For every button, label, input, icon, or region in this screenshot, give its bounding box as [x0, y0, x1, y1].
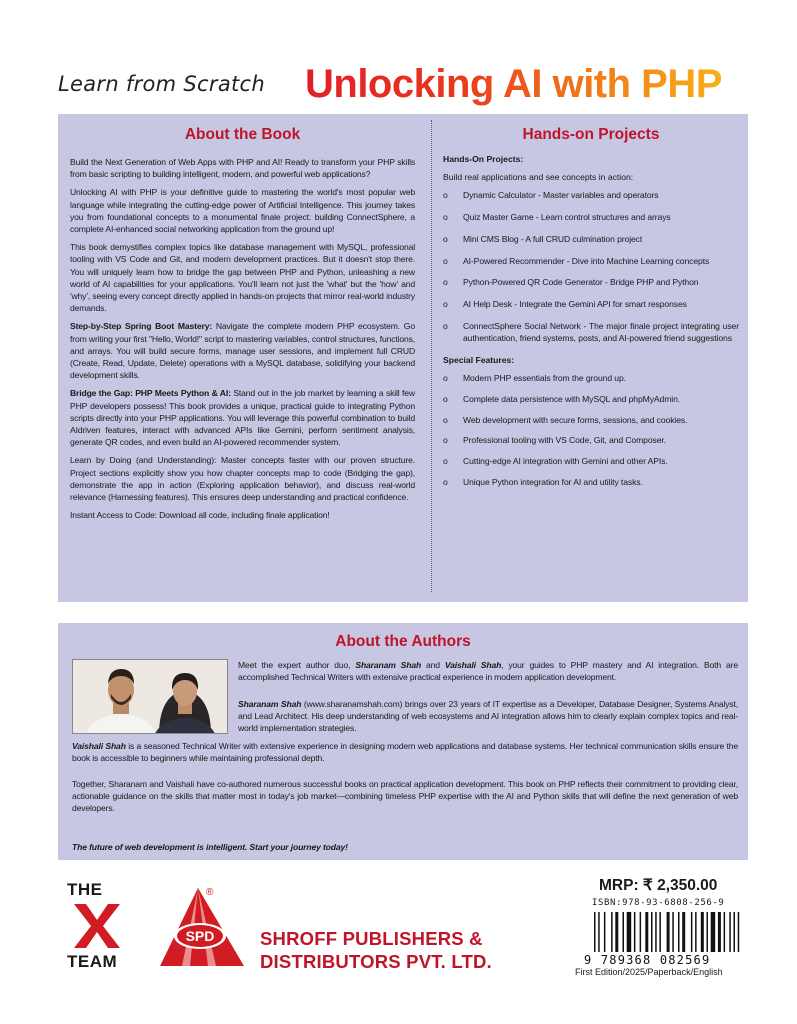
intro-text-c: , your guides to PHP mastery and AI integration. Both are accomplished Technical Writers with extensive practical experience in modern application development.: [238, 660, 738, 683]
barcode-bar: [594, 912, 596, 952]
barcode-bar: [691, 912, 693, 952]
list-item-text: Modern PHP essentials from the ground up.: [463, 372, 626, 383]
barcode-bar: [604, 912, 606, 952]
barcode-bar: [645, 912, 648, 952]
publisher-name: [260, 927, 492, 973]
list-item-text: Dynamic Calculator - Master variables and operators: [463, 190, 659, 200]
projects-heading: Hands-On Projects:: [443, 154, 524, 164]
barcode-bar: [738, 912, 740, 952]
spd-logo: [156, 884, 250, 970]
list-item-text: Python-Powered QR Code Generator - Bridge PHP and Python: [463, 277, 699, 288]
list-item-text: Unique Python integration for AI and utility tasks.: [463, 477, 643, 488]
list-item: [443, 456, 739, 468]
list-item-text: ConnectSphere Social Network - The major finale project integrating user authentication, friend systems, posts, and AI-powered friend suggestions: [463, 321, 739, 344]
list-item-text: AI Help Desk - Integrate the Gemini API for smart responses: [463, 299, 687, 310]
barcode-bar: [659, 912, 661, 952]
barcode-bars: [594, 912, 739, 952]
list-item: [443, 299, 739, 311]
list-item-text: Mini CMS Blog - A full CRUD culmination project: [463, 233, 643, 244]
authors-title: About the Authors: [335, 633, 471, 650]
x-team-bottom-text: TEAM: [67, 952, 118, 971]
bullet: o: [443, 477, 448, 488]
projects-list: [443, 190, 739, 345]
spd-logo-text: SPD: [185, 928, 215, 944]
about-book-p1: Build the Next Generation of Web Apps with PHP and AI! Ready to transform your PHP skills from basic scripting to building intelligent, modern, and powerful web applications?: [70, 157, 415, 180]
registered-mark: ®: [206, 887, 214, 898]
about-book-column: [70, 114, 415, 527]
authors-photo-illustration: [73, 660, 228, 734]
barcode-bar: [623, 912, 625, 952]
list-item: [443, 435, 739, 447]
bullet: o: [443, 372, 448, 383]
bullet: o: [443, 299, 448, 310]
barcode-bar: [640, 912, 642, 952]
x-team-logo: [63, 880, 131, 970]
barcode-bar: [672, 912, 674, 952]
barcode-bar: [615, 912, 618, 952]
barcode-bar: [634, 912, 636, 952]
projects-title: Hands-on Projects: [522, 126, 660, 143]
list-item: [443, 477, 739, 489]
list-item-text: Quiz Master Game - Learn control structures and arrays: [463, 211, 671, 222]
list-item-text: Web development with secure forms, sessions, and cookies.: [463, 414, 688, 425]
list-item-text: Complete data persistence with MySQL and phpMyAdmin.: [463, 393, 681, 404]
p5-body: Stand out in the job market by learning a skill few PHP developers possess! This book provides a unique, practical guide to integrating Python scripts directly into your PHP applications. You will leverage this powerful combination to build AIdriven features, interact with advanced APIs like Gemini, perform sentiment analysis, generate QR codes, and even build an AI-powered recommender system.: [70, 388, 415, 448]
bullet: o: [443, 255, 448, 266]
features-heading: Special Features:: [443, 354, 515, 365]
barcode-bar: [678, 912, 680, 952]
barcode-bar: [707, 912, 709, 952]
author-name-2: Vaishali Shah: [444, 660, 502, 670]
list-item: [443, 277, 739, 289]
list-item: [443, 415, 739, 427]
barcode-bar: [695, 912, 697, 952]
list-item: [443, 256, 739, 268]
authors-together: Together, Sharanam and Vaishali have co-authored numerous successful books on practical application development. This book on PHP reflects their commitment to providing clear, actionable guidance on the skills that matter most in today's job market—combining timeless PHP expertise with the AI and Python skills that will define the next generation of web developers.: [72, 779, 738, 814]
list-item: [443, 321, 739, 345]
barcode-bar: [701, 912, 704, 952]
barcode-bar: [711, 912, 716, 952]
list-item: [443, 394, 739, 406]
author-name-2: Vaishali Shah: [72, 741, 126, 751]
bullet: o: [443, 456, 448, 467]
about-book-p3: This book demystifies complex topics like database management with MySQL, professional tooling with VS Code and Git, and modern development practices. But it doesn't stop there. You will uniquely learn how to bridge the gap between PHP and Python, unleashing a new world of AI capabilities for your applications. You'll learn not just the 'what' but the 'how' and 'why', seeing every concept directly applied in hands-on projects that mirror real-world industry demands.: [70, 242, 415, 314]
barcode-bar: [667, 912, 670, 952]
p5-heading: Bridge the Gap: PHP Meets Python & AI:: [70, 388, 231, 399]
barcode-bar: [598, 912, 600, 952]
list-item: [443, 234, 739, 246]
projects-column: [443, 114, 739, 498]
isbn-text: ISBN:978-93-6808-256-9: [592, 898, 725, 908]
bio-text: (www.sharanamshah.com) brings over 23 years of IT expertise as a Developer, Database Designer, Systems Analyst, and Lead Architect. His deep understanding of web ecosystems and AI integration allows him to clearly explain complex topics and real-world implementation strategies.: [238, 699, 738, 734]
barcode-bar: [724, 912, 726, 952]
authors-photo: [72, 659, 228, 734]
list-item-text: Professional tooling with VS Code, Git, and Composer.: [463, 435, 666, 446]
author-name-1: Sharanam Shah: [355, 660, 422, 670]
barcode-bar: [734, 912, 736, 952]
about-book-p7: Instant Access to Code: Download all code, including finale application!: [70, 510, 330, 521]
list-item: [443, 212, 739, 224]
author-bio-vaishali: [72, 740, 738, 764]
cover-header: [58, 62, 748, 110]
mrp-price: MRP: ₹ 2,350.00: [599, 877, 718, 894]
bullet: o: [443, 393, 448, 404]
barcode-digits: 9 789368 082569: [584, 953, 711, 967]
x-team-top-text: THE: [67, 880, 103, 899]
authors-intro: [238, 659, 738, 683]
bullet: o: [443, 414, 448, 425]
bio-text: is a seasoned Technical Writer with extensive experience in designing modern web applications and database systems. Her technical communication skills ensure the book is accessible to beginners while maintaining professional depth.: [72, 741, 738, 764]
barcode-bar: [651, 912, 653, 952]
intro-text-a: Meet the expert author duo,: [238, 660, 356, 670]
barcode-bar: [655, 912, 657, 952]
barcode-bar: [729, 912, 731, 952]
x-team-x-icon: [72, 902, 122, 950]
publisher-line-1: SHROFF PUBLISHERS &: [260, 928, 483, 949]
list-item-text: AI-Powered Recommender - Dive into Machine Learning concepts: [463, 255, 710, 266]
bullet: o: [443, 435, 448, 446]
barcode: [580, 908, 760, 968]
barcode-bar: [611, 912, 613, 952]
bullet: o: [443, 211, 448, 222]
bullet: o: [443, 233, 448, 244]
barcode-bar: [627, 912, 632, 952]
intro-text-b: and: [421, 660, 445, 670]
authors-closing: The future of web development is intelligent. Start your journey today!: [72, 842, 348, 852]
bullet: o: [443, 190, 448, 200]
authors-panel: [58, 623, 748, 860]
bullet: o: [443, 321, 448, 332]
author-bio-sharanam: [238, 698, 738, 735]
tagline: Learn from Scratch: [58, 72, 265, 96]
author-name-1: Sharanam Shah: [238, 699, 302, 709]
list-item: [443, 373, 739, 385]
projects-intro: Build real applications and see concepts in action:: [443, 172, 634, 182]
about-book-p4: [70, 320, 415, 381]
features-list: [443, 373, 739, 489]
about-book-p2: Unlocking AI with PHP is your definitive guide to mastering the world's most popular web language while integrating the cutting-edge power of Artificial Intelligence. This journey takes you from foundational concepts to a monumental finale project: building ConnectSphere, a complete AI-enhanced social networking application from the ground up!: [70, 187, 415, 235]
about-book-p5: [70, 387, 415, 448]
top-panel: [58, 114, 748, 602]
column-divider: [431, 120, 432, 592]
bullet: o: [443, 277, 448, 288]
p4-body: Navigate the complete modern PHP ecosystem. Go from writing your first "Hello, World!" script to mastering variables, control structures, functions, and arrays. You will build secure forms, manage user sessions, and implement full CRUD (Create, Read, Update, Delete) operations with a MySQL database, solidifying your backend development skills.: [70, 321, 415, 381]
list-item: [443, 190, 739, 202]
about-book-title: About the Book: [184, 126, 301, 143]
p4-heading: Step-by-Step Spring Boot Mastery:: [70, 321, 213, 332]
about-book-p6: Learn by Doing (and Understanding): Master concepts faster with our proven structure. Project sections explicitly show you how chapter concepts map to code (Bridging the gap), demonstrate the app in action (Exploring application behavior), and discuss real-world relevance (Harnessing features). This ensures deep understanding and practical confidence.: [70, 455, 415, 503]
book-title: Unlocking AI with PHP: [305, 62, 722, 106]
publisher-line-2: DISTRIBUTORS PVT. LTD.: [260, 951, 492, 973]
list-item-text: Cutting-edge AI integration with Gemini and other APIs.: [463, 456, 668, 467]
barcode-bar: [718, 912, 721, 952]
barcode-bar: [682, 912, 685, 952]
edition-info: First Edition/2025/Paperback/English: [575, 967, 723, 977]
